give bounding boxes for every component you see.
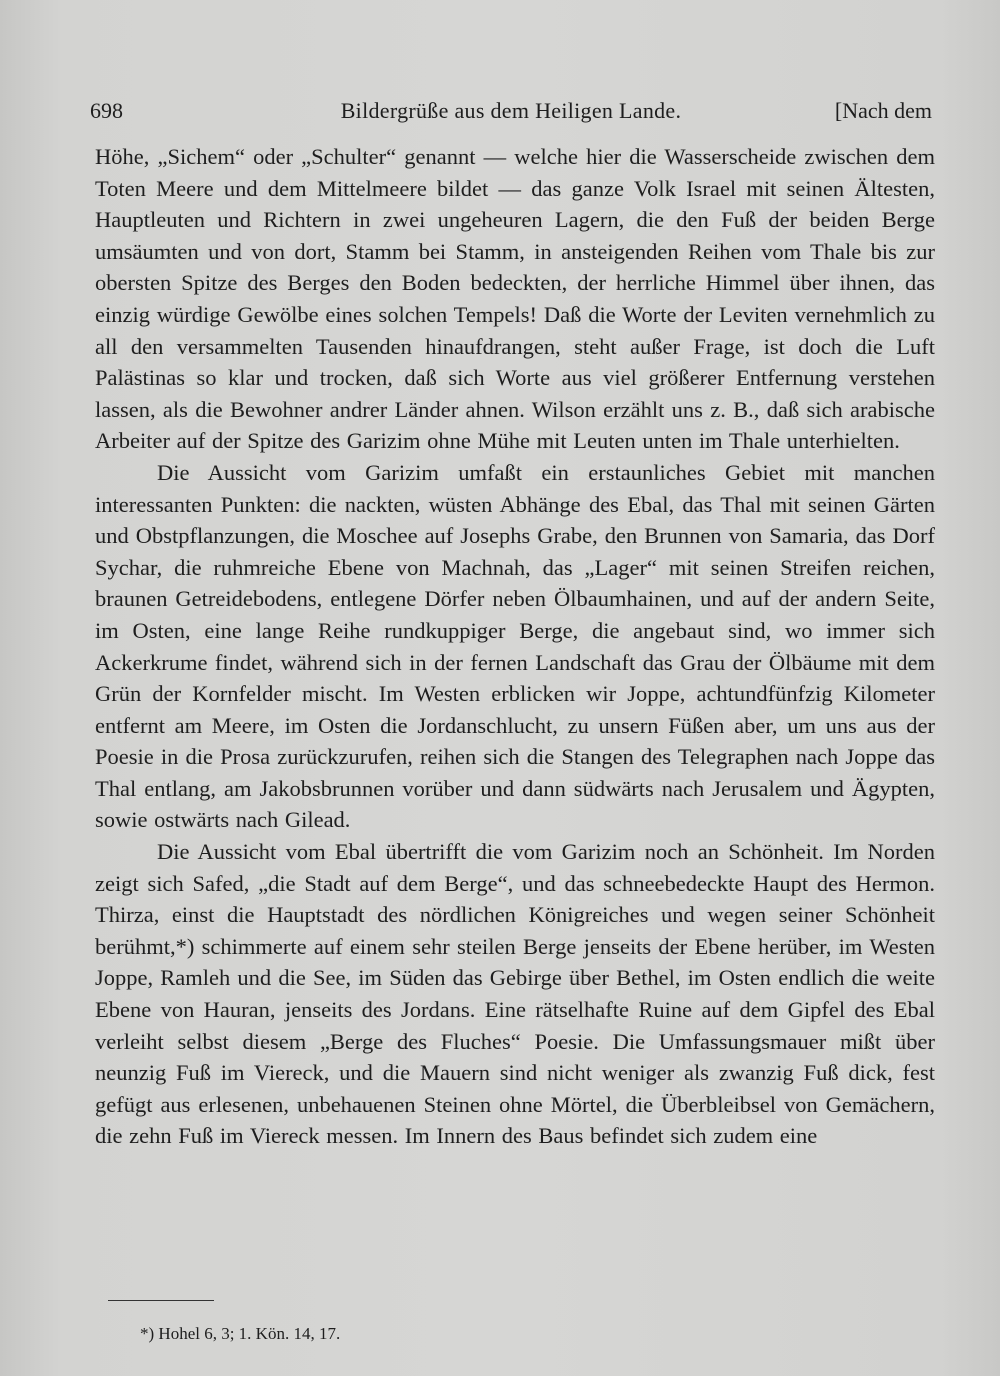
footnote: *) Hohel 6, 3; 1. Kön. 14, 17. — [140, 1324, 341, 1343]
paragraph-garizim-view: Die Aussicht vom Garizim umfaßt ein erstaunliches Gebiet mit manchen interessanten Punkten: die nackten, wüsten Abhänge des Ebal, das Thal mit seinen Gärten und Obstpflanzungen, die Moschee auf Josephs Grabe, den Brunnen von Samaria, das Dorf Sychar, die ruhmreiche Ebene von Machnah, das „Lager“ mit seinen Streifen reichen, braunen Getreidebodens, entlegene Dörfer neben Ölbaumhainen, und auf der andern Seite, im Osten, eine lange Reihe rundkuppiger Berge, die angebaut sind, wo immer sich Ackerkrume findet, während sich in der fernen Landschaft das Grau der Ölbäume mit dem Grün der Kornfelder mischt. Im Westen erblicken wir Joppe, achtundfünfzig Kilometer entfernt am Meere, im Osten die Jordanschlucht, zu unsern Füßen aber, um uns aus der Poesie in die Prosa zurückzurufen, reihen sich die Stangen des Telegraphen nach Joppe das Thal entlang, am Jakobsbrunnen vorüber und dann südwärts nach Jerusalem und Ägypten, sowie ostwärts nach Gilead. — [95, 459, 935, 833]
paragraph-continued: Höhe, „Sichem“ oder „Schulter“ genannt — welche hier die Wasserscheide zwischen dem Toten Meere und dem Mittelmeere bildet — das ganze Volk Israel mit seinen Ältesten, Hauptleuten und Richtern in zwei ungeheuren Lagern, die den Fuß der beiden Berge umsäumten und von dort, Stamm bei Stamm, in ansteigenden Reihen vom Thale bis zur obersten Spitze des Berges den Boden bedeckten, der herrliche Himmel über ihnen, das einzig würdige Gewölbe eines solchen Tempels! Daß die Worte der Leviten vernehmlich zu all den versammelten Tausenden hinaufdrangen, steht außer Frage, ist doch die Luft Palästinas so klar und trocken, daß sich Worte aus viel größerer Entfernung verstehen lassen, als die Bewohner andrer Länder ahnen. Wilson erzählt uns z. B., daß sich arabische Arbeiter auf der Spitze des Garizim ohne Mühe mit Leuten unten im Thale unterhielten. — [95, 144, 935, 454]
footnote-rule — [108, 1300, 214, 1301]
page-number: 698 — [90, 98, 123, 123]
main-text — [95, 141, 935, 1152]
running-header — [90, 96, 932, 126]
catchword: [Nach dem — [834, 98, 932, 123]
running-title: Bildergrüße aus dem Heiligen Lande. — [340, 98, 682, 123]
paragraph-ebal-view: Die Aussicht vom Ebal übertrifft die vom Garizim noch an Schönheit. Im Norden zeigt sich Safed, „die Stadt auf dem Berge“, und das schneebedeckte Haupt des Hermon. Thirza, einst die Hauptstadt des nördlichen Königreiches und wegen seiner Schönheit berühmt,*) schimmerte auf einem sehr steilen Berge jenseits der Ebene herüber, im Westen Joppe, Ramleh und die See, im Süden das Gebirge über Bethel, im Osten endlich die weite Ebene von Hauran, jenseits des Jordans. Eine rätselhafte Ruine auf dem Gipfel des Ebal verleiht selbst diesem „Berge des Fluches“ Poesie. Die Umfassungsmauer mißt über neunzig Fuß im Viereck, und die Mauern sind nicht weniger als zwanzig Fuß dick, fest gefügt aus erlesenen, unbehauenen Steinen ohne Mörtel, die Überbleibsel von Gemächern, die zehn Fuß im Viereck messen. Im Innern des Baus befindet sich zudem eine — [95, 839, 935, 1149]
